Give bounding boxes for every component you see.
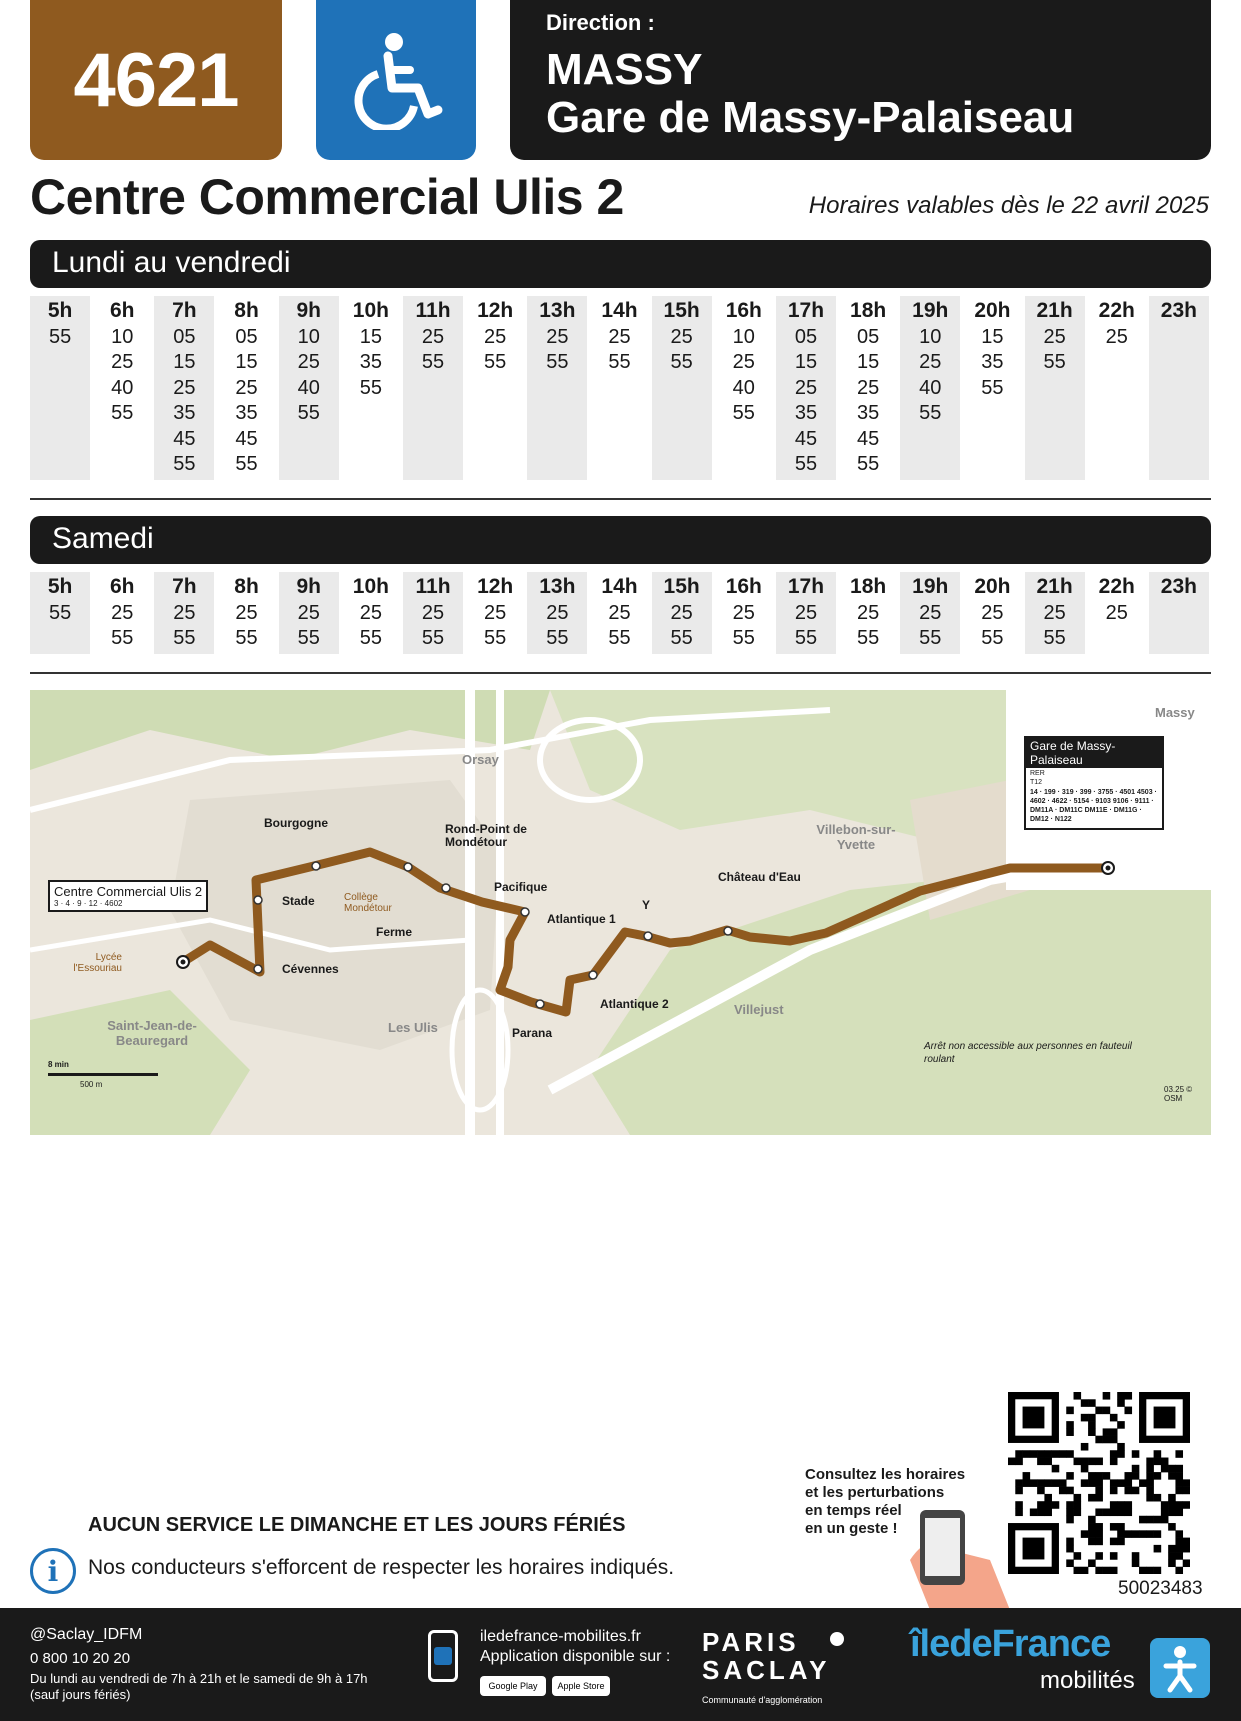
destination-stop: Gare de Massy-Palaiseau [546, 93, 1075, 142]
hour-column [92, 296, 152, 480]
phone-app-icon [428, 1630, 458, 1682]
minute-value: 15 [235, 351, 258, 373]
hour-label: 15h [663, 299, 700, 322]
minute-value: 25 [919, 351, 942, 373]
stop-stade: Stade [282, 894, 315, 908]
hour-column [838, 572, 898, 654]
minute-value: 55 [670, 627, 693, 649]
hour-column [92, 572, 152, 654]
minute-value: 35 [794, 402, 818, 424]
terminus-rer: RER [1030, 770, 1045, 777]
minute-value: 25 [111, 601, 134, 624]
phone-number[interactable]: 0 800 10 20 20 [30, 1650, 131, 1667]
minute-value: 55 [111, 627, 134, 649]
minute-value: 55 [981, 376, 1004, 399]
stop-cevennes: Cévennes [282, 962, 339, 976]
minute-value: 35 [235, 402, 258, 424]
stop-atlantique-1: Atlantique 1 [547, 912, 616, 926]
map-credit: 03.25 © OSM [1164, 1085, 1193, 1103]
hour-label: 12h [477, 299, 514, 322]
minute-value: 05 [235, 325, 258, 348]
hour-label: 16h [725, 575, 762, 598]
poi-lycee: Lycée l'Essouriau [73, 952, 122, 974]
minute-value: 55 [794, 627, 818, 649]
divider [30, 498, 1211, 500]
hour-column [1087, 296, 1147, 480]
minute-value: 25 [546, 601, 569, 624]
terminus-tram: T12 [1030, 779, 1043, 786]
minute-value: 55 [919, 402, 942, 424]
minute-value: 05 [794, 325, 818, 348]
hour-label: 6h [109, 299, 135, 322]
terminus-name: Gare de Massy-Palaiseau [1026, 738, 1162, 768]
minute-value: 25 [359, 601, 382, 624]
minute-value: 25 [670, 601, 693, 624]
minute-value: 25 [484, 325, 507, 348]
minute-value: 25 [111, 351, 134, 373]
place-massy: Massy [1155, 705, 1195, 720]
poi-college: Collège Mondétour [344, 892, 392, 914]
hour-label: 6h [109, 575, 135, 598]
minute-value: 05 [856, 325, 880, 348]
hour-column [900, 572, 960, 654]
minute-value: 15 [794, 351, 818, 373]
wheelchair-accessible-icon [316, 0, 476, 160]
hour-column [652, 296, 712, 480]
hour-label: 9h [296, 575, 321, 598]
qr-code[interactable] [1008, 1392, 1190, 1574]
hour-column [1087, 572, 1147, 654]
hour-label: 21h [1036, 575, 1073, 598]
paris-saclay-logo-1: PARIS [702, 1627, 800, 1657]
weekday-header: Lundi au vendredi [30, 240, 1211, 288]
minute-value: 25 [794, 601, 818, 624]
minute-value: 25 [856, 376, 880, 399]
hour-column [589, 572, 649, 654]
divider [30, 672, 1211, 674]
hour-column [154, 572, 214, 654]
minute-value: 55 [297, 402, 320, 424]
minute-value: 25 [919, 601, 942, 624]
minute-value: 55 [484, 627, 507, 649]
hour-label: 22h [1098, 299, 1135, 322]
minute-value: 10 [732, 325, 755, 348]
minute-value: 35 [981, 351, 1004, 373]
minute-value: 35 [359, 351, 382, 373]
hour-label: 9h [296, 299, 321, 322]
minute-value: 25 [173, 601, 196, 624]
hour-label: 13h [539, 575, 576, 598]
minute-value: 25 [794, 376, 818, 399]
hour-column [341, 572, 401, 654]
minute-value: 25 [1105, 601, 1128, 624]
hour-column [527, 572, 587, 654]
hour-label: 17h [787, 575, 825, 598]
hour-column [1149, 572, 1209, 654]
minute-value: 25 [421, 601, 445, 624]
minute-value: 25 [546, 325, 569, 348]
minute-value: 55 [732, 402, 755, 424]
hour-column [962, 296, 1022, 480]
minute-value: 55 [235, 453, 258, 475]
minute-value: 25 [484, 601, 507, 624]
app-label: Application disponible sur : [480, 1648, 671, 1665]
minute-value: 25 [235, 601, 258, 624]
hour-column [403, 296, 463, 480]
hour-label: 7h [172, 575, 197, 598]
hour-column [216, 572, 276, 654]
minute-value: 55 [421, 627, 445, 649]
minute-value: 40 [919, 376, 942, 399]
route-map [30, 690, 1211, 1135]
hour-column [652, 572, 712, 654]
hour-label: 21h [1036, 299, 1073, 322]
minute-value: 55 [546, 627, 569, 649]
minute-value: 15 [981, 325, 1004, 348]
direction-label: Direction : [546, 10, 655, 35]
minute-value: 55 [856, 627, 880, 649]
idfm-logo-text: îledeFrance [910, 1623, 1111, 1665]
place-orsay: Orsay [462, 752, 499, 767]
minute-value: 25 [732, 351, 755, 373]
hour-column [714, 296, 774, 480]
minute-value: 15 [173, 351, 196, 373]
minute-value: 25 [732, 601, 755, 624]
stop-bourgogne: Bourgogne [264, 816, 328, 830]
minute-value: 25 [1105, 325, 1128, 348]
hour-column [838, 296, 898, 480]
hour-column [1025, 572, 1085, 654]
minute-value: 55 [732, 627, 755, 649]
origin-box [48, 880, 208, 912]
minute-value: 45 [235, 427, 258, 450]
hour-label: 8h [234, 575, 259, 598]
minute-value: 25 [173, 376, 196, 399]
saturday-header: Samedi [30, 516, 1211, 564]
weekday-timetable [30, 296, 1211, 480]
hour-label: 11h [415, 575, 451, 598]
terminus-bus-lines: 14 · 199 · 319 · 399 · 3755 · 4501 4503 · 4602 · 4622 · 5154 · 9103 9106 · 9111 · DM11A · DM11C DM11E · DM11G · DM12 · N122 [1030, 789, 1157, 823]
hour-column [30, 572, 90, 654]
terminus-box [1024, 736, 1164, 830]
qr-number: 50023483 [1118, 1578, 1203, 1599]
minute-value: 10 [297, 325, 320, 348]
minute-value: 35 [173, 402, 196, 424]
hour-label: 19h [912, 299, 949, 322]
hour-label: 10h [352, 299, 389, 322]
minute-value: 10 [111, 325, 134, 348]
minute-value: 25 [1043, 325, 1066, 348]
hour-column [403, 572, 463, 654]
hour-column [776, 296, 836, 480]
minute-value: 25 [421, 325, 445, 348]
hour-column [341, 296, 401, 480]
minute-value: 55 [981, 627, 1004, 649]
line-number-badge: 4621 [30, 0, 282, 160]
paris-saclay-sub: Communauté d'agglomération [702, 1695, 823, 1705]
minute-value: 25 [1043, 601, 1066, 624]
hour-column [279, 572, 339, 654]
phone-hand-icon [910, 1500, 1010, 1610]
stop-title: Centre Commercial Ulis 2 [30, 169, 624, 225]
hour-column [1149, 296, 1209, 480]
info-icon: i [30, 1548, 76, 1594]
minute-value: 25 [235, 376, 258, 399]
hour-column [589, 296, 649, 480]
stop-rond-point: Rond-Point de Mondétour [445, 822, 527, 849]
minute-value: 55 [421, 351, 445, 373]
minute-value: 40 [111, 376, 134, 399]
map-legend: Arrêt non accessible aux personnes en fauteuil roulant [924, 1041, 1132, 1065]
hour-label: 19h [912, 575, 949, 598]
minute-value: 55 [48, 601, 72, 624]
minute-value: 55 [670, 351, 693, 373]
minute-value: 55 [546, 351, 569, 373]
minute-value: 45 [173, 427, 196, 450]
minute-value: 55 [297, 627, 320, 649]
stop-chateau-deau: Château d'Eau [718, 870, 801, 884]
hour-label: 23h [1160, 299, 1197, 322]
minute-value: 15 [359, 325, 382, 348]
minute-value: 35 [856, 402, 880, 424]
minute-value: 25 [670, 325, 693, 348]
minute-value: 40 [297, 376, 320, 399]
idfm-runner-icon [1150, 1638, 1210, 1698]
minute-value: 40 [732, 376, 755, 399]
qr-caption: Consultez les horaires et les perturbations en temps réel en un geste ! [805, 1466, 966, 1537]
minute-value: 25 [297, 351, 320, 373]
direction-box [510, 0, 1211, 160]
minute-value: 45 [794, 427, 818, 450]
twitter-handle[interactable]: @Saclay_IDFM [30, 1626, 143, 1643]
hour-label: 20h [974, 575, 1011, 598]
stop-y: Y [642, 898, 651, 912]
minute-value: 55 [48, 325, 72, 348]
minute-value: 55 [111, 402, 134, 424]
hour-label: 16h [725, 299, 762, 322]
info-text: Nos conducteurs s'efforcent de respecter les horaires indiqués. [88, 1556, 675, 1579]
minute-value: 15 [856, 351, 880, 373]
minute-value: 55 [173, 627, 196, 649]
footer [0, 1608, 1241, 1721]
minute-value: 55 [1043, 351, 1066, 373]
hour-column [465, 572, 525, 654]
hour-column [900, 296, 960, 480]
hour-column [154, 296, 214, 480]
hour-label: 10h [352, 575, 389, 598]
website-link[interactable]: iledefrance-mobilites.fr [480, 1628, 641, 1645]
apple-store-button[interactable]: Apple Store [552, 1676, 610, 1696]
hour-label: 14h [601, 299, 638, 322]
minute-value: 55 [484, 351, 507, 373]
hour-column [714, 572, 774, 654]
idfm-logo-sub: mobilités [1040, 1667, 1135, 1694]
hour-label: 5h [47, 299, 73, 322]
minute-value: 25 [981, 601, 1004, 624]
hour-label: 8h [234, 299, 259, 322]
hour-label: 14h [601, 575, 638, 598]
minute-value: 55 [235, 627, 258, 649]
stop-pacifique: Pacifique [494, 880, 548, 894]
hour-column [465, 296, 525, 480]
hour-column [216, 296, 276, 480]
validity-date: Horaires valables dès le 22 avril 2025 [808, 192, 1209, 219]
minute-value: 55 [173, 453, 196, 475]
paris-saclay-dot-icon [830, 1632, 844, 1646]
hour-column [30, 296, 90, 480]
place-villejust: Villejust [734, 1002, 784, 1017]
hour-column [527, 296, 587, 480]
minute-value: 25 [608, 601, 631, 624]
hour-label: 20h [974, 299, 1011, 322]
stop-parana: Parana [512, 1026, 553, 1040]
hour-label: 18h [850, 299, 887, 322]
hour-label: 17h [787, 299, 825, 322]
hours: Du lundi au vendredi de 7h à 21h et le samedi de 9h à 17h [30, 1671, 368, 1686]
hour-label: 11h [415, 299, 451, 322]
hour-label: 12h [477, 575, 514, 598]
place-saint-jean: Saint-Jean-de-Beauregard [107, 1018, 197, 1048]
minute-value: 25 [608, 325, 631, 348]
scale-bar [48, 1073, 158, 1076]
stop-atlantique-2: Atlantique 2 [600, 997, 669, 1011]
saturday-timetable [30, 572, 1211, 654]
minute-value: 55 [359, 627, 382, 649]
origin-lines: 3 · 4 · 9 · 12 · 4602 [54, 899, 123, 908]
hours-note: (sauf jours fériés) [30, 1687, 131, 1702]
minute-value: 55 [608, 351, 631, 373]
minute-value: 05 [173, 325, 196, 348]
minute-value: 55 [794, 453, 818, 475]
minute-value: 10 [919, 325, 942, 348]
hour-label: 7h [172, 299, 197, 322]
hour-column [776, 572, 836, 654]
minute-value: 55 [608, 627, 631, 649]
origin-name: Centre Commercial Ulis 2 [54, 884, 203, 899]
place-les-ulis: Les Ulis [388, 1020, 438, 1035]
minute-value: 55 [359, 376, 382, 399]
paris-saclay-logo-2: SACLAY [702, 1655, 831, 1685]
google-play-button[interactable]: Google Play [480, 1676, 546, 1696]
no-service-notice: AUCUN SERVICE LE DIMANCHE ET LES JOURS FÉRIÉS [88, 1514, 626, 1536]
stop-ferme: Ferme [376, 925, 413, 939]
hour-label: 13h [539, 299, 576, 322]
hour-column [1025, 296, 1085, 480]
hour-label: 5h [47, 575, 73, 598]
hour-column [279, 296, 339, 480]
minute-value: 45 [856, 427, 880, 450]
minute-value: 25 [856, 601, 880, 624]
destination-city: MASSY [546, 45, 703, 94]
minute-value: 25 [297, 601, 320, 624]
place-villebon: Villebon-sur-Yvette [816, 822, 896, 852]
minute-value: 55 [856, 453, 880, 475]
hour-label: 15h [663, 575, 700, 598]
scale-time: 8 min [48, 1060, 69, 1069]
hour-column [962, 572, 1022, 654]
hour-label: 22h [1098, 575, 1135, 598]
hour-label: 23h [1160, 575, 1197, 598]
minute-value: 55 [919, 627, 942, 649]
minute-value: 55 [1043, 627, 1066, 649]
hour-label: 18h [850, 575, 887, 598]
scale-dist: 500 m [80, 1080, 103, 1089]
